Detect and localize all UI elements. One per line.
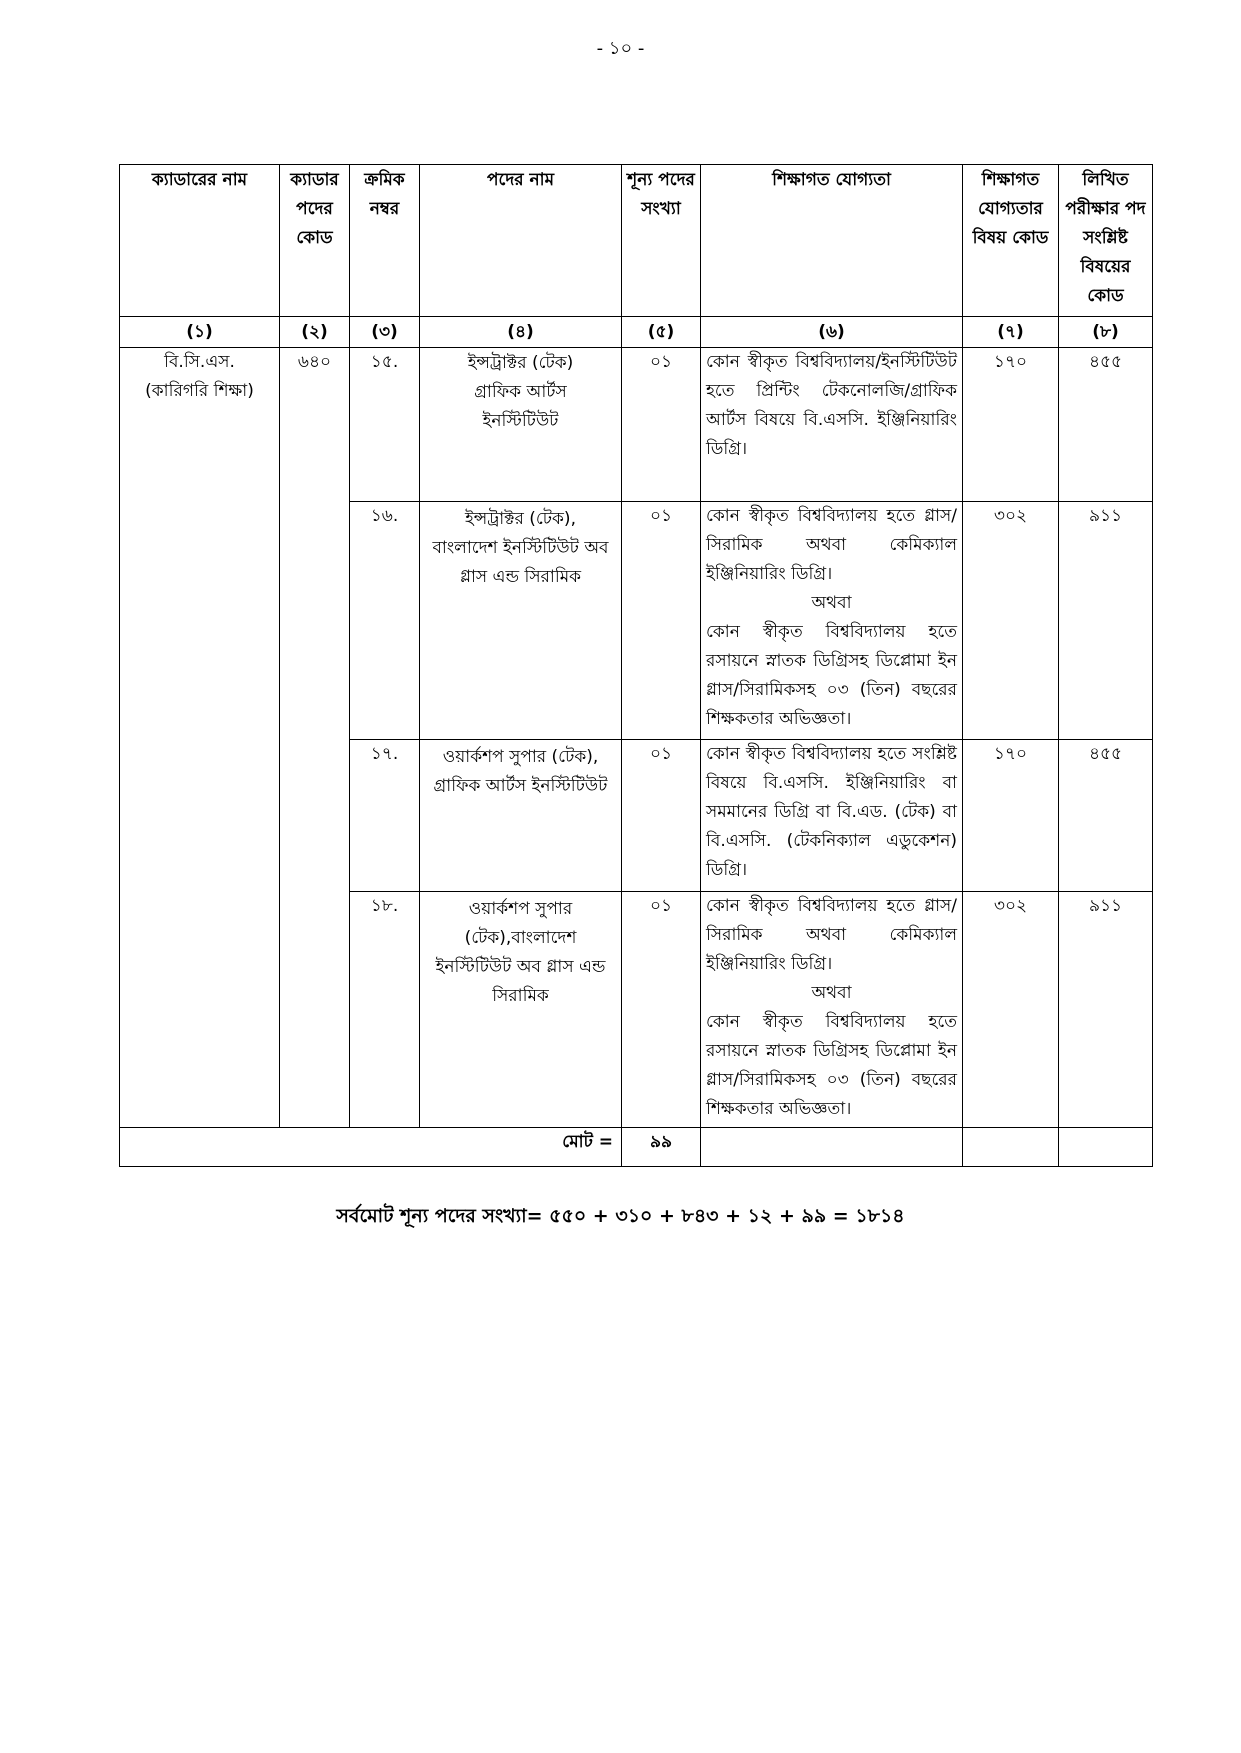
serial-number: ১৫.	[350, 348, 420, 502]
header-cadre-name: ক্যাডারের নাম	[120, 165, 280, 317]
serial-number: ১৮.	[350, 892, 420, 1128]
post-name: ওয়ার্কশপ সুপার (টেক), গ্রাফিক আর্টস ইনস্টিটিউট	[420, 740, 622, 892]
column-number: (৪)	[420, 317, 622, 348]
vacancy-count: ০১	[622, 348, 701, 502]
vacancy-table	[119, 164, 1153, 1167]
vacancy-count: ০১	[622, 892, 701, 1128]
cadre-name: বি.সি.এস. (কারিগরি শিক্ষা)	[120, 348, 280, 1128]
header-qualification: শিক্ষাগত যোগ্যতা	[701, 165, 963, 317]
qualification-text: কোন স্বীকৃত বিশ্ববিদ্যালয় হতে গ্লাস/সিরামিক অথবা কেমিক্যাল ইঞ্জিনিয়ারিং ডিগ্রি।	[706, 896, 957, 974]
column-number: (৫)	[622, 317, 701, 348]
post-name: ইন্সট্রাক্টর (টেক), বাংলাদেশ ইনস্টিটিউট অব গ্লাস এন্ড সিরামিক	[420, 502, 622, 740]
vacancy-count: ০১	[622, 502, 701, 740]
total-label: মোট =	[120, 1128, 622, 1167]
vacancy-count: ০১	[622, 740, 701, 892]
empty-cell	[701, 1128, 963, 1167]
empty-cell	[1059, 1128, 1153, 1167]
grand-total: সর্বমোট শূন্য পদের সংখ্যা= ৫৫০ + ৩১০ + ৮৪৩ + ১২ + ৯৯ = ১৮১৪	[336, 1205, 905, 1227]
header-cadre-code: ক্যাডার পদের কোড	[280, 165, 350, 317]
header-post-name: পদের নাম	[420, 165, 622, 317]
column-number: (৬)	[701, 317, 963, 348]
qualification-text: কোন স্বীকৃত বিশ্ববিদ্যালয়/ইনস্টিটিউট হতে প্রিন্টিং টেকনোলজি/গ্রাফিক আর্টস বিষয়ে বি.এসসি. ইঞ্জিনিয়ারিং ডিগ্রি।	[706, 352, 957, 459]
qualification	[701, 502, 963, 740]
exam-code: ৪৫৫	[1059, 348, 1153, 502]
table-row	[120, 348, 1153, 502]
column-number-row	[120, 317, 1153, 348]
qualification-text: কোন স্বীকৃত বিশ্ববিদ্যালয় হতে রসায়নে স্নাতক ডিগ্রিসহ ডিপ্লোমা ইন গ্লাস/সিরামিকসহ ০৩ (তিন) বছরের শিক্ষকতার অভিজ্ঞতা।	[706, 1012, 957, 1119]
column-number: (৮)	[1059, 317, 1153, 348]
total-value: ৯৯	[622, 1128, 701, 1167]
serial-number: ১৬.	[350, 502, 420, 740]
post-name: ইন্সট্রাক্টর (টেক) গ্রাফিক আর্টস ইনস্টিটিউট	[420, 348, 622, 502]
qualification-or: অথবা	[811, 593, 852, 613]
cadre-code: ৬৪০	[280, 348, 350, 1128]
exam-code: ৯১১	[1059, 892, 1153, 1128]
qualification-text: কোন স্বীকৃত বিশ্ববিদ্যালয় হতে সংশ্লিষ্ট বিষয়ে বি.এসসি. ইঞ্জিনিয়ারিং বা সমমানের ডিগ্রি বা বি.এড. (টেক) বা বি.এসসি. (টেকনিক্যাল এডুকেশন) ডিগ্রি।	[706, 744, 957, 880]
column-number: (১)	[120, 317, 280, 348]
column-number: (৩)	[350, 317, 420, 348]
header-vacancy: শূন্য পদের সংখ্যা	[622, 165, 701, 317]
qualification	[701, 348, 963, 502]
header-exam-code: লিখিত পরীক্ষার পদ সংশ্লিষ্ট বিষয়ের কোড	[1059, 165, 1153, 317]
subject-code: ১৭০	[963, 740, 1059, 892]
total-row	[120, 1128, 1153, 1167]
serial-number: ১৭.	[350, 740, 420, 892]
qualification-text: কোন স্বীকৃত বিশ্ববিদ্যালয় হতে রসায়নে স্নাতক ডিগ্রিসহ ডিপ্লোমা ইন গ্লাস/সিরামিকসহ ০৩ (তিন) বছরের শিক্ষকতার অভিজ্ঞতা।	[706, 622, 957, 729]
header-serial: ক্রমিক নম্বর	[350, 165, 420, 317]
column-number: (২)	[280, 317, 350, 348]
subject-code: ৩০২	[963, 892, 1059, 1128]
empty-cell	[963, 1128, 1059, 1167]
subject-code: ১৭০	[963, 348, 1059, 502]
post-name: ওয়ার্কশপ সুপার (টেক),বাংলাদেশ ইনস্টিটিউট অব গ্লাস এন্ড সিরামিক	[420, 892, 622, 1128]
qualification-or: অথবা	[811, 983, 852, 1003]
header-subject-code: শিক্ষাগত যোগ্যতার বিষয় কোড	[963, 165, 1059, 317]
subject-code: ৩০২	[963, 502, 1059, 740]
exam-code: ৪৫৫	[1059, 740, 1153, 892]
qualification	[701, 740, 963, 892]
page-number: - ১০ -	[596, 38, 645, 59]
qualification-text: কোন স্বীকৃত বিশ্ববিদ্যালয় হতে গ্লাস/সিরামিক অথবা কেমিক্যাল ইঞ্জিনিয়ারিং ডিগ্রি।	[706, 506, 957, 584]
column-number: (৭)	[963, 317, 1059, 348]
header-row	[120, 165, 1153, 317]
qualification	[701, 892, 963, 1128]
exam-code: ৯১১	[1059, 502, 1153, 740]
